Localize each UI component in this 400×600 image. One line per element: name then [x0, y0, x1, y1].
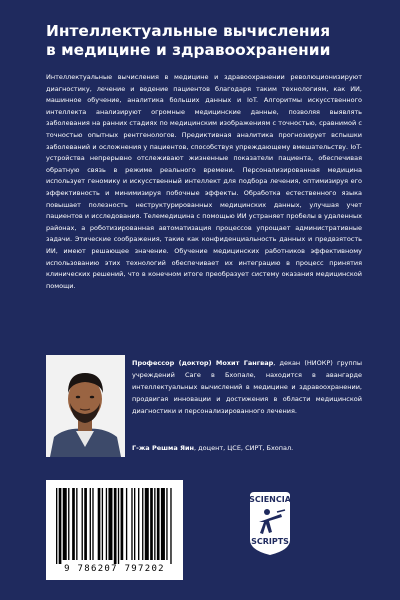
- barcode-bar: [138, 488, 139, 560]
- barcode-bar: [170, 488, 171, 564]
- author-photo: [46, 355, 125, 457]
- barcode-bar: [82, 488, 83, 560]
- publisher-figure-icon: [264, 509, 270, 515]
- barcode-bar: [145, 488, 149, 560]
- barcode-bar: [98, 488, 101, 560]
- barcode-bar: [118, 488, 119, 564]
- author-bio-text: , декан (НИОКР) группы учреждений Саге в Бхопале, находится в авангарде интеллектуальных вычислений в медицине и здравоохранении, продвигая инновации и достижения в области медицинской диагностики и персонализированного лечения.: [132, 359, 362, 416]
- barcode-bar: [121, 488, 124, 560]
- isbn-barcode: [46, 480, 183, 580]
- publisher-name-top: SCIENCIA: [249, 495, 291, 504]
- barcode-bar: [150, 488, 153, 560]
- barcode-bars: [56, 488, 173, 564]
- barcode-bar: [166, 488, 167, 560]
- barcode-bar: [59, 488, 62, 564]
- barcode-bar: [102, 488, 103, 560]
- author-portrait-image: [46, 355, 125, 457]
- barcode-bar: [114, 488, 117, 564]
- author-bio: [132, 357, 362, 417]
- barcode-bar: [142, 488, 143, 560]
- publisher-logo: [245, 488, 295, 558]
- barcode-bar: [161, 488, 165, 560]
- coauthor-details: , доцент, ЦСЕ, СИРТ, Бхопал.: [194, 444, 294, 452]
- barcode-bar: [63, 488, 67, 560]
- barcode-bar: [92, 488, 93, 560]
- barcode-bar: [90, 488, 91, 560]
- barcode-bar: [76, 488, 77, 560]
- barcode-bar: [106, 488, 107, 560]
- barcode-bar: [56, 488, 57, 564]
- barcode-bar: [108, 488, 112, 560]
- coauthor-info: [132, 443, 367, 453]
- publisher-name-bottom: SCRIPTS: [251, 537, 289, 546]
- author-name: Профессор (доктор) Мохит Гангвар: [132, 359, 274, 367]
- barcode-bar: [68, 488, 69, 560]
- barcode-bar: [154, 488, 155, 560]
- isbn-number: 9 786207 797202: [64, 564, 165, 574]
- barcode-bar: [126, 488, 127, 560]
- book-title-line-2: в медицине и здравоохранении: [46, 41, 331, 59]
- coauthor-name: Г-жа Решма Яин: [132, 444, 195, 452]
- book-title-line-1: Интеллектуальные вычисления: [46, 22, 331, 40]
- book-description: Интеллектуальные вычисления в медицине и здравоохранении революционизируют диагностику, лечение и ведение пациентов благодаря таким технологиям, как ИИ, машинное обучение, аналитика больших данных и IoT. Алгоритмы искусственного интеллекта анализируют огромные медицинские данные, позволяя выявлять заболевания на ранних стадиях по медицинским изображениям с точностью, сравнимой с точностью опытных рентгенологов. Предиктивная аналитика прогнозирует вспышки заболеваний и осложнения у пациентов, способствуя упреждающему вмешательству. IoT-устройства непрерывно отслеживают жизненные показатели пациента, обеспечивая обратную связь в режиме реального времени. Персонализированная медицина использует геномику и искусственный интеллект для подбора лечения, оптимизируя его эффективность и минимизируя побочные эффекты. Обработка естественного языка повышает полезность неструктурированных медицинских данных, улучшая учет пациентов и исследования. Телемедицина с помощью ИИ устраняет пробелы в удаленных районах, а роботизированная автоматизация процессов упрощает административные задачи. Этические соображения, такие как конфиденциальность данных и предвзятость ИИ, имеют решающее значение. Обучение медицинских работников эффективному использованию этих технологий обеспечивает их интеграцию в процесс принятия клинических решений, что в конечном итоге преобразует систему оказания медицинской помощи.: [46, 73, 362, 290]
- barcode-bar: [131, 488, 132, 560]
- barcode-bar: [84, 488, 87, 560]
- barcode-bar: [72, 488, 75, 560]
- book-title: [46, 22, 376, 60]
- barcode-bar: [157, 488, 160, 560]
- barcode-bar: [134, 488, 135, 560]
